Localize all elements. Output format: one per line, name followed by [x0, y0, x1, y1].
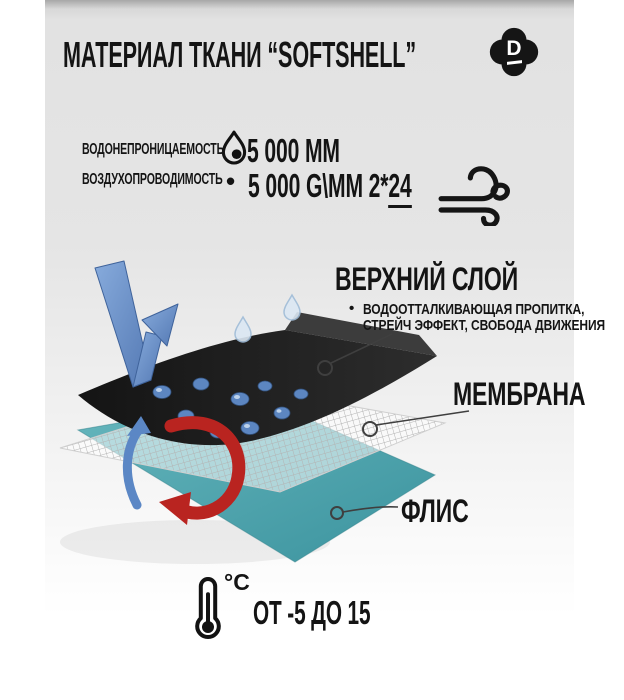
- breathability-value-underlined: 24: [388, 167, 411, 208]
- breathability-label: ВОЗДУХОПРОВОДИМОСТЬ: [82, 171, 223, 188]
- brand-logo: [487, 27, 541, 77]
- breathability-bullet: •: [226, 166, 236, 196]
- top-layer-features: [349, 302, 624, 334]
- page-title: МАТЕРИАЛ ТКАНИ “SOFTSHELL”: [63, 34, 417, 75]
- feature-bullet: •: [349, 300, 355, 317]
- top-layer-label: ВЕРХНИЙ СЛОЙ: [335, 261, 519, 297]
- breathability-value: [248, 167, 412, 205]
- breathability-value-prefix: 5 000 G\MM 2*: [248, 167, 389, 204]
- water-drop-icon: [219, 130, 249, 166]
- temperature-range: ОТ -5 ДО 15: [253, 594, 371, 631]
- thermometer-icon: [192, 572, 224, 650]
- feature-line-1: ВОДООТТАЛКИВАЮЩАЯ ПРОПИТКА,: [363, 301, 585, 318]
- wind-icon: [438, 160, 514, 226]
- temperature-unit: °C: [224, 569, 250, 595]
- feature-line-2: СТРЕЙЧ ЭФФЕКТ, СВОБОДА ДВИЖЕНИЯ: [363, 317, 606, 334]
- fleece-label: ФЛИС: [401, 493, 469, 529]
- membrane-label: МЕМБРАНА: [453, 376, 586, 412]
- logo-letter: D: [487, 38, 541, 64]
- waterproof-label: ВОДОНЕПРОНИЦАЕМОСТЬ: [82, 141, 225, 158]
- waterproof-value: 5 000 MM: [247, 132, 340, 169]
- feature-lines: [363, 302, 624, 334]
